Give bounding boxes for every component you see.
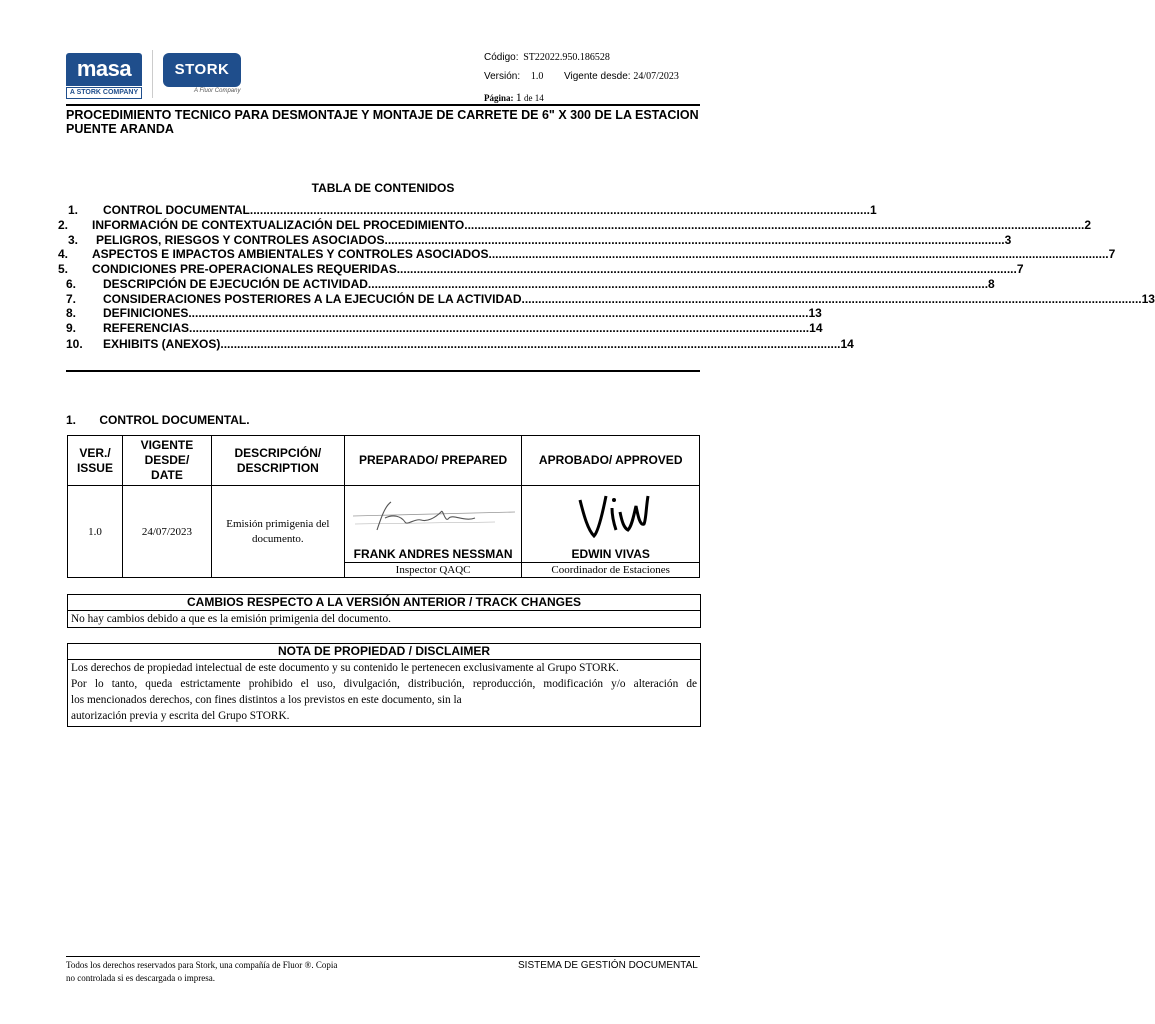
- logo-separator: [152, 50, 153, 98]
- codigo-value: ST22022.950.186528: [523, 52, 610, 63]
- toc-item-number: 3.: [68, 233, 79, 247]
- disclaimer-line: Por lo tanto, queda estrictamente prohibido el uso, divulgación, distribución, reproducción, modificación y/o alteración de: [71, 678, 697, 690]
- pagina-total: 14: [534, 93, 544, 103]
- codigo-line: [484, 52, 610, 63]
- track-changes-heading: CAMBIOS RESPECTO A LA VERSIÓN ANTERIOR / TRACK CHANGES: [68, 595, 700, 611]
- cell-date: 24/07/2023: [122, 486, 211, 578]
- toc-item-page: 14: [809, 321, 823, 335]
- toc-item-label: INFORMACIÓN DE CONTEXTUALIZACIÓN DEL PROCEDIMIENTO: [92, 218, 465, 232]
- toc-item-1[interactable]: [66, 203, 877, 217]
- toc-item-number: 7.: [66, 292, 77, 306]
- footer-line: no controlada si es descargada o impresa.: [66, 973, 216, 983]
- stork-logo-tagline: A Fluor Company: [194, 88, 241, 94]
- toc-item-10[interactable]: [66, 337, 854, 351]
- toc-leader: ..........................................................................................................................................................................................: [220, 337, 841, 351]
- vigente-label: Vigente desde:: [564, 71, 631, 82]
- toc-item-number: 2.: [58, 218, 69, 232]
- toc-item-page: 3: [1004, 233, 1012, 247]
- masa-logo-tagline: A STORK COMPANY: [66, 87, 142, 99]
- toc-item-number: 6.: [66, 277, 77, 291]
- pagina-current: 1: [515, 90, 522, 104]
- disclaimer-line: los mencionados derechos, con fines distintos a los previstos en este documento, sin la: [71, 694, 462, 706]
- pagina-line: [484, 90, 544, 105]
- prepared-name: FRANK ANDRES NESSMAN: [353, 547, 513, 561]
- codigo-label: Código:: [484, 52, 519, 63]
- pagina-sep: de: [524, 93, 533, 103]
- toc-item-2[interactable]: [56, 218, 1092, 232]
- toc-item-label: REFERENCIAS: [103, 321, 190, 335]
- toc-leader: ..........................................................................................................................................................................................: [464, 218, 1085, 232]
- approved-name: EDWIN VIVAS: [571, 547, 650, 561]
- version-value: 1.0: [530, 71, 544, 82]
- disclaimer-box: [67, 643, 701, 727]
- toc-item-number: 9.: [66, 321, 77, 335]
- footer-copyright: [66, 959, 386, 985]
- toc-item-label: CONDICIONES PRE-OPERACIONALES REQUERIDAS: [92, 262, 397, 276]
- toc-leader: ..........................................................................................................................................................................................: [521, 292, 1142, 306]
- section-title: CONTROL DOCUMENTAL.: [99, 413, 250, 427]
- stork-logo: STORK: [163, 53, 241, 87]
- footer-system-name: SISTEMA DE GESTIÓN DOCUMENTAL: [518, 960, 698, 971]
- masa-logo-text: masa: [66, 53, 142, 86]
- toc-leader: ..........................................................................................................................................................................................: [396, 262, 1017, 276]
- toc-item-label: CONTROL DOCUMENTAL: [103, 203, 250, 217]
- toc-item-page: 2: [1084, 218, 1092, 232]
- disclaimer-heading: NOTA DE PROPIEDAD / DISCLAIMER: [68, 644, 700, 660]
- col-header-aprobado: APROBADO/ APPROVED: [522, 436, 700, 486]
- toc-leader: ..........................................................................................................................................................................................: [384, 233, 1005, 247]
- footer-line: Todos los derechos reservados para Stork, una compañía de Fluor ®. Copia: [66, 960, 338, 970]
- control-table: [67, 435, 700, 578]
- col-header-ver: VER./ ISSUE: [68, 436, 123, 486]
- toc-item-number: 4.: [58, 247, 69, 261]
- prepared-signature: [345, 488, 521, 544]
- toc-leader: ..........................................................................................................................................................................................: [488, 247, 1109, 261]
- toc-item-page: 13: [1141, 292, 1155, 306]
- toc-item-label: PELIGROS, RIESGOS Y CONTROLES ASOCIADOS: [96, 233, 385, 247]
- version-line: [484, 71, 543, 82]
- toc-item-page: 13: [808, 306, 822, 320]
- toc-item-8[interactable]: [66, 306, 822, 320]
- section-number: 1.: [66, 413, 77, 427]
- prepared-role: Inspector QAQC: [344, 563, 522, 578]
- toc-item-page: 14: [840, 337, 854, 351]
- vigente-value: 24/07/2023: [633, 71, 679, 82]
- approved-role: Coordinador de Estaciones: [522, 563, 700, 578]
- disclaimer-line: autorización previa y escrita del Grupo STORK.: [71, 710, 290, 722]
- toc-item-page: 7: [1016, 262, 1024, 276]
- toc-item-5[interactable]: [56, 262, 1024, 276]
- toc-item-page: 7: [1108, 247, 1116, 261]
- toc-item-number: 8.: [66, 306, 77, 320]
- masa-logo: [66, 53, 142, 99]
- toc-leader: ..........................................................................................................................................................................................: [249, 203, 871, 217]
- footer-rule: [66, 956, 700, 957]
- cell-prepared: [344, 486, 522, 563]
- toc-item-7[interactable]: [66, 292, 1155, 306]
- toc-item-4[interactable]: [56, 247, 1116, 261]
- approved-signature: [522, 486, 698, 546]
- toc-item-number: 5.: [58, 262, 69, 276]
- toc-item-number: 1.: [68, 203, 79, 217]
- toc-item-6[interactable]: [66, 277, 995, 291]
- toc-item-page: 1: [870, 203, 877, 217]
- col-header-preparado: PREPARADO/ PREPARED: [344, 436, 522, 486]
- cell-descripcion: Emisión primigenia del documento.: [211, 486, 344, 578]
- disclaimer-line: Los derechos de propiedad intelectual de este documento y su contenido le pertenecen exclusivamente al Grupo STORK.: [71, 662, 619, 674]
- toc-item-9[interactable]: [66, 321, 823, 335]
- col-header-descripcion: DESCRIPCIÓN/ DESCRIPTION: [211, 436, 344, 486]
- header-rule: [66, 104, 700, 106]
- version-label: Versión:: [484, 71, 521, 82]
- cell-approved: [522, 486, 700, 563]
- toc-item-number: 10.: [66, 337, 83, 351]
- toc-item-3[interactable]: [66, 233, 1012, 247]
- toc-item-label: EXHIBITS (ANEXOS): [103, 337, 221, 351]
- toc-item-label: CONSIDERACIONES POSTERIORES A LA EJECUCIÓN DE LA ACTIVIDAD: [103, 292, 522, 306]
- vigente-line: [564, 71, 679, 82]
- disclaimer-body: [68, 660, 700, 726]
- toc-leader: ..........................................................................................................................................................................................: [189, 321, 810, 335]
- toc-item-label: ASPECTOS E IMPACTOS AMBIENTALES Y CONTROLES ASOCIADOS: [92, 247, 489, 261]
- toc-item-page: 8: [988, 277, 995, 291]
- document-title: PROCEDIMIENTO TECNICO PARA DESMONTAJE Y MONTAJE DE CARRETE DE 6" X 300 DE LA ESTACION PUENTE ARANDA: [66, 108, 699, 136]
- toc-item-label: DEFINICIONES: [103, 306, 189, 320]
- toc-item-label: DESCRIPCIÓN DE EJECUCIÓN DE ACTIVIDAD: [103, 277, 368, 291]
- toc-title: TABLA DE CONTENIDOS: [311, 181, 455, 195]
- section-rule: [66, 370, 700, 372]
- pagina-label: Página:: [484, 93, 514, 103]
- section-1-heading: [66, 413, 250, 427]
- toc-leader: ..........................................................................................................................................................................................: [367, 277, 989, 291]
- col-header-vigente: VIGENTE DESDE/ DATE: [122, 436, 211, 486]
- track-changes-box: [67, 594, 701, 628]
- track-changes-text: No hay cambios debido a que es la emisión primigenia del documento.: [71, 613, 391, 625]
- toc-leader: ..........................................................................................................................................................................................: [188, 306, 809, 320]
- cell-ver: 1.0: [68, 486, 123, 578]
